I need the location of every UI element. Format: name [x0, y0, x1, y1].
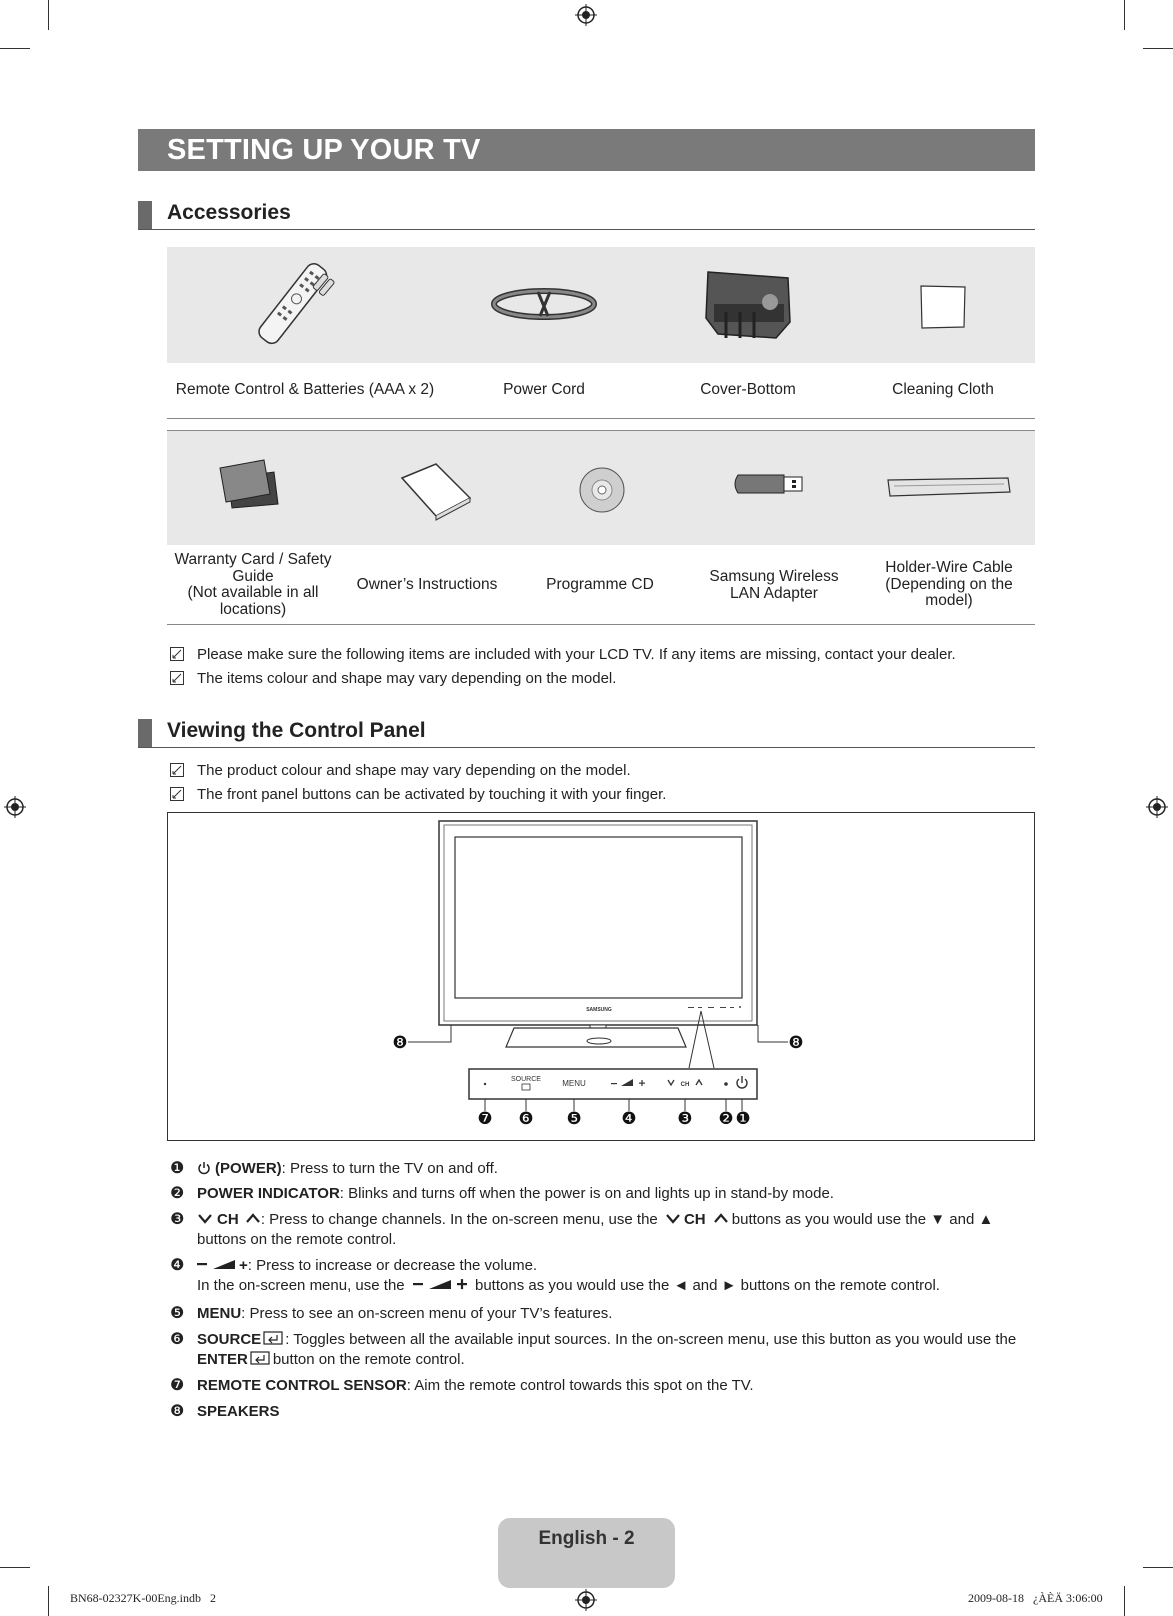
item-term: CH [683, 1211, 706, 1228]
item-text: buttons as you would use the ◄ and ► buttons on the remote control. [474, 1277, 940, 1294]
note-icon [170, 647, 184, 661]
item-text: : Press to see an on-screen menu of your TV’s features. [241, 1305, 613, 1322]
remote-sensor-dot [484, 1083, 486, 1085]
callout-1: ❶ [735, 1109, 751, 1129]
item-text: button on the remote control. [272, 1351, 465, 1368]
label-line: locations) [219, 600, 287, 618]
item-term: CH [217, 1211, 239, 1228]
programme-cd-icon [578, 466, 626, 514]
section-marker [138, 201, 152, 229]
row-divider [167, 418, 1035, 419]
chevron-up-icon [245, 1213, 261, 1224]
callout-7: ❼ [477, 1109, 493, 1129]
item-text: buttons on the remote control. [197, 1231, 397, 1248]
item-term: + [239, 1257, 248, 1274]
accessory-label [863, 560, 1035, 610]
label-line: (Not available in all [187, 584, 319, 601]
section-heading-control-panel [138, 717, 1035, 748]
chevron-down-icon [197, 1213, 213, 1224]
label-line: LAN Adapter [730, 584, 818, 602]
item-text: : Press to turn the TV on and off. [281, 1160, 498, 1177]
item-text: : Blinks and turns off when the power is on and lights up in stand-by mode. [339, 1185, 834, 1202]
item-text: buttons as you would use the ▼ and ▲ [731, 1211, 994, 1228]
crop-mark [48, 1586, 49, 1616]
item-term: MENU [197, 1305, 242, 1322]
section-heading-accessories [138, 199, 1035, 230]
accessory-label [685, 569, 863, 602]
crop-mark [1124, 0, 1125, 30]
item-text: : Toggles between all the available input sources. In the on-screen menu, use this button as you would use the [285, 1331, 1017, 1348]
label-line: Samsung Wireless [709, 568, 839, 585]
page-title: SETTING UP YOUR TV [167, 134, 481, 166]
item-number: ❹ [170, 1255, 185, 1274]
section-marker [138, 719, 152, 747]
note-text: The items colour and shape may vary depending on the model. [197, 670, 617, 687]
accessory-label: Power Cord [503, 381, 585, 398]
item-number: ❺ [170, 1303, 185, 1322]
label-line: Owner’s Instructions [356, 576, 498, 593]
chevron-up-icon [713, 1213, 729, 1224]
item-number: ❶ [170, 1158, 185, 1177]
label-line: Holder-Wire Cable [885, 559, 1013, 576]
power-indicator-dot [724, 1082, 728, 1086]
label-line: Warranty Card / Safety [174, 551, 332, 568]
note-text: The product colour and shape may vary depending on the model. [197, 762, 631, 779]
accessory-label: Cover-Bottom [700, 381, 796, 398]
item-number: ❼ [170, 1375, 185, 1394]
cleaning-cloth-icon [918, 283, 968, 331]
callout-8-left: ❽ [392, 1033, 408, 1053]
registration-mark-icon [4, 796, 26, 818]
file-slug: BN68-02327K-00Eng.indb 2 [70, 1591, 216, 1605]
item-number: ❻ [170, 1329, 185, 1348]
chevron-down-icon [665, 1213, 681, 1224]
note-text: Please make sure the following items are included with your LCD TV. If any items are missing, contact your dealer. [197, 646, 956, 663]
label-line: (Depending on the [885, 575, 1013, 593]
page-title-bar [138, 129, 1035, 171]
row-divider [167, 624, 1035, 625]
remote-control-icon [250, 254, 350, 354]
panel-ch-label: CH [680, 1082, 690, 1088]
item-text: In the on-screen menu, use the [197, 1277, 405, 1294]
item-number: ❸ [170, 1209, 185, 1228]
callout-8-right: ❽ [788, 1033, 804, 1053]
accessory-label [167, 552, 339, 618]
item-term: REMOTE CONTROL SENSOR [197, 1377, 407, 1394]
callout-6: ❻ [518, 1109, 534, 1129]
item-term: ENTER [197, 1351, 248, 1368]
label-line: model) [925, 592, 973, 609]
holder-wire-cable-icon [884, 474, 1012, 500]
label-line: Programme CD [546, 576, 654, 593]
accessory-label: Cleaning Cloth [892, 381, 994, 398]
accessory-label [515, 577, 685, 594]
section-title: Accessories [167, 201, 291, 224]
enter-icon [250, 1351, 270, 1365]
label-line: Guide [232, 567, 274, 585]
crop-mark [1143, 1567, 1173, 1568]
registration-mark-icon [1146, 796, 1168, 818]
callout-3: ❸ [677, 1109, 693, 1129]
owners-instructions-icon [398, 460, 474, 522]
crop-mark [0, 48, 30, 49]
page-number: English - 2 [538, 1528, 635, 1549]
source-enter-icon [263, 1331, 283, 1345]
callout-4: ❹ [621, 1109, 637, 1129]
accessory-label: Remote Control & Batteries (AAA x 2) [175, 381, 435, 398]
cover-bottom-icon [700, 268, 800, 344]
item-text: : Press to change channels. In the on-screen menu, use the [260, 1211, 658, 1228]
note-icon [170, 763, 184, 777]
crop-mark [0, 1567, 30, 1568]
accessory-label [339, 577, 515, 594]
panel-menu-label: MENU [562, 1079, 586, 1088]
warranty-card-icon [216, 458, 282, 510]
item-text: : Press to increase or decrease the volume. [247, 1257, 538, 1274]
note-text: The front panel buttons can be activated by touching it with your finger. [197, 786, 667, 803]
item-term: SPEAKERS [197, 1403, 280, 1420]
volume-icon [197, 1258, 237, 1270]
tv-brand-logo: SAMSUNG [586, 1007, 612, 1013]
item-number: ❽ [170, 1401, 185, 1420]
item-term: SOURCE [197, 1331, 262, 1348]
crop-mark [1143, 48, 1173, 49]
section-title: Viewing the Control Panel [167, 719, 426, 742]
tv-diagram [168, 813, 1034, 1140]
crop-mark [48, 0, 49, 30]
item-number: ❷ [170, 1183, 185, 1202]
registration-mark-icon [575, 4, 597, 26]
power-icon [197, 1161, 211, 1175]
note-icon [170, 787, 184, 801]
date-slug: 2009-08-18 ¿ÀÈÄ 3:06:00 [968, 1591, 1103, 1605]
power-cord-icon [488, 280, 600, 326]
callout-2: ❷ [718, 1109, 734, 1129]
wireless-lan-adapter-icon [732, 472, 806, 496]
volume-icon [411, 1278, 469, 1290]
note-icon [170, 671, 184, 685]
item-term: (POWER) [215, 1160, 282, 1177]
item-term: POWER INDICATOR [197, 1185, 340, 1202]
page-number-tab [498, 1518, 675, 1588]
item-text: : Aim the remote control towards this spot on the TV. [406, 1377, 754, 1394]
crop-mark [1124, 1586, 1125, 1616]
callout-5: ❺ [566, 1109, 582, 1129]
registration-mark-icon [575, 1589, 597, 1611]
panel-source-label: SOURCE [511, 1076, 541, 1083]
